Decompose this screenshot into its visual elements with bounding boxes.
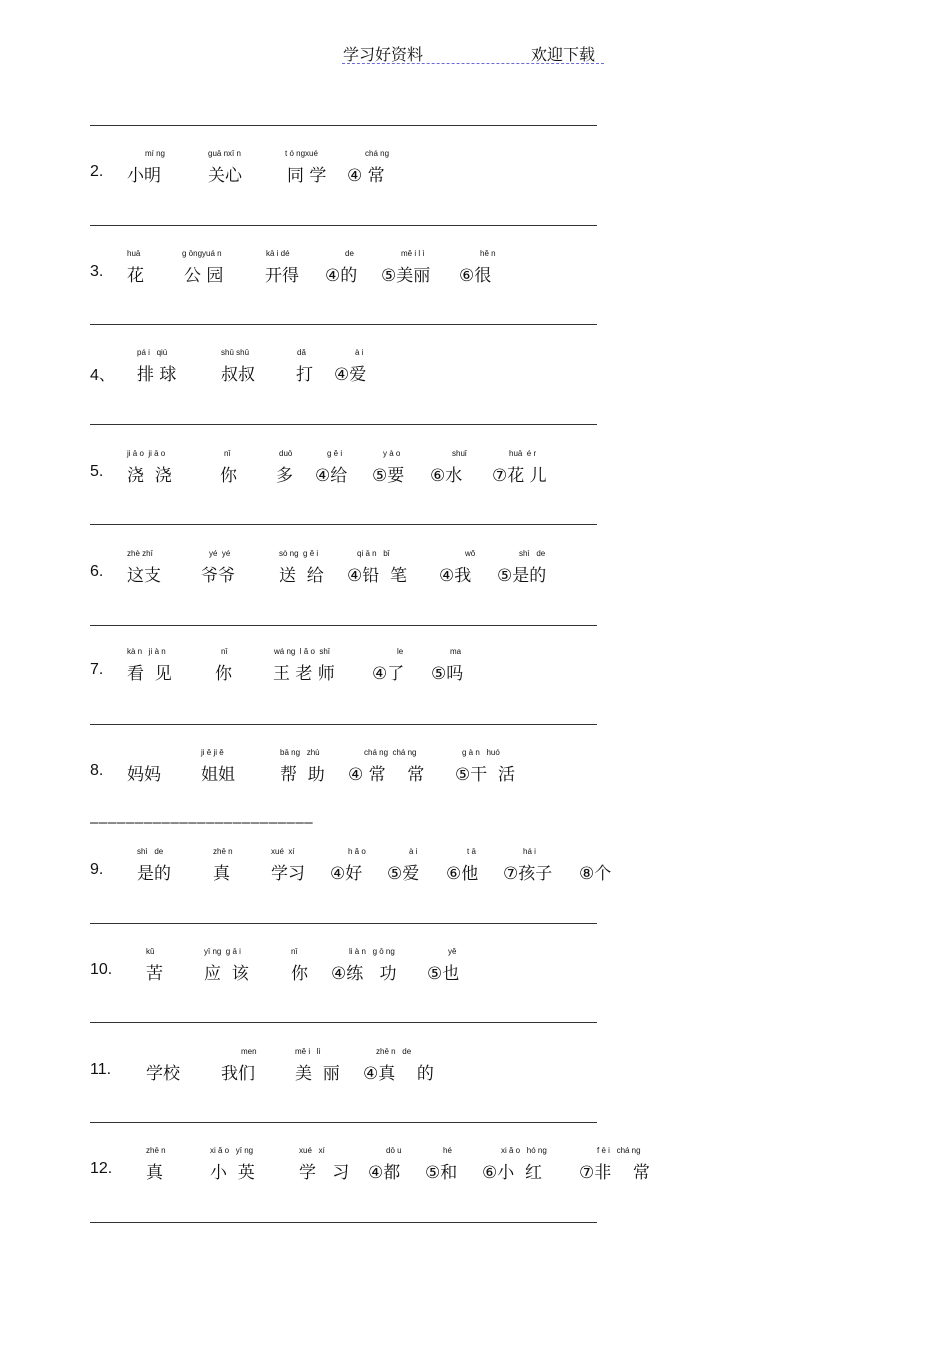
header-right: 欢迎下载 [531,45,596,64]
pinyin-text: yī ng g ā i [204,947,241,956]
word-card: 花 [127,266,144,286]
word-card: 小 英 [210,1163,255,1183]
word-card: 王 老 师 [273,664,335,684]
pinyin-text: kǔ [146,947,155,956]
word-card: ⑥他 [446,864,479,884]
answer-line [90,625,597,626]
header-underline [342,63,604,64]
pinyin-text: f ē i chá ng [597,1146,641,1155]
word-card: ⑤美丽 [381,266,431,286]
word-card: 我们 [221,1064,255,1084]
pinyin-text: wǒ [465,549,476,558]
word-card: 爷爷 [201,566,235,586]
pinyin-text: zhē n [213,847,233,856]
word-card: ④好 [330,864,363,884]
pinyin-text: huā é r [509,449,537,458]
word-card: ④给 [315,466,348,486]
word-card: 是的 [137,864,171,884]
pinyin-text: yé yé [209,549,231,558]
pinyin-text: xué xí [299,1146,325,1155]
word-card: ④铅 笔 [347,566,408,586]
pinyin-text: h ǎ o [348,847,366,856]
pinyin-text: há i [523,847,536,856]
question-number: 2. [90,163,104,180]
word-card: ④真 的 [363,1064,434,1084]
answer-line [90,424,597,425]
word-card: 看 见 [127,664,172,684]
pinyin-text: qi ā n bǐ [357,549,390,558]
pinyin-text: t ó ngxué [285,149,318,158]
pinyin-text: zhè zhī [127,549,153,558]
word-card: 排 球 [137,365,177,385]
pinyin-text: ma [450,647,462,656]
pinyin-text: mí ng [145,149,166,158]
pinyin-text: nǐ [221,647,228,656]
word-card: ④我 [439,566,472,586]
word-card: ⑥很 [459,266,492,286]
question-number: 8. [90,762,104,779]
word-card: 美 丽 [295,1064,340,1084]
pinyin-text: dō u [386,1146,402,1155]
pinyin-text: shuǐ [452,449,467,458]
pinyin-text: hé [443,1146,452,1155]
question-number: 5. [90,463,104,480]
word-card: 妈妈 [127,765,161,785]
word-card: ④爱 [334,365,367,385]
pinyin-text: yě [448,947,457,956]
pinyin-text: sò ng g ě i [279,549,319,558]
pinyin-text: xi ǎ o hó ng [501,1146,547,1155]
answer-line [90,1122,597,1123]
word-card: ④ 常 常 [348,765,425,785]
word-card: ⑧个 [579,864,612,884]
pinyin-text: wá ng l ǎ o shī [274,647,331,656]
pinyin-text: mě i l ì [401,249,425,258]
word-card: 姐姐 [201,765,235,785]
word-card: 真 [146,1163,163,1183]
word-card: 浇 浇 [127,466,172,486]
word-card: ④练 功 [331,964,397,984]
pinyin-text: men [241,1047,257,1056]
answer-line [90,724,597,725]
word-card: 开得 [265,266,299,286]
pinyin-text: shì de [137,847,164,856]
pinyin-text: à i [409,847,418,856]
question-number: 3. [90,263,104,280]
pinyin-text: le [397,647,404,656]
question-number: 9. [90,861,104,878]
word-card: 你 [215,664,232,684]
word-card: ④ 常 [347,166,385,186]
question-number: 11. [90,1061,112,1078]
word-card: 你 [291,964,308,984]
pinyin-text: chá ng [365,149,390,158]
word-card: ⑤要 [372,466,405,486]
word-card: 学 习 [299,1163,350,1183]
word-card: 打 [296,365,313,385]
pinyin-text: ji ě ji ě [201,748,224,757]
pinyin-text: hě n [480,249,496,258]
pinyin-text: duō [279,449,293,458]
word-card: 叔叔 [221,365,255,385]
pinyin-text: g ě i [327,449,343,458]
word-card: ⑥水 [430,466,463,486]
pinyin-text: g à n huó [462,748,500,757]
word-card: ⑦非 常 [579,1163,650,1183]
answer-line [90,524,597,525]
pinyin-text: zhē n de [376,1047,412,1056]
word-card: 你 [220,466,237,486]
word-card: 送 给 [279,566,324,586]
question-number: 7. [90,661,104,678]
pinyin-text: ji ā o ji ā o [127,449,166,458]
word-card: 学校 [146,1064,180,1084]
pinyin-text: dǎ [297,348,306,357]
pinyin-text: à i [355,348,364,357]
word-card: 关心 [208,166,242,186]
word-card: 这支 [127,566,161,586]
word-card: 小明 [127,166,161,186]
word-card: ⑤吗 [431,664,464,684]
word-card: ④都 [368,1163,401,1183]
word-card: ④了 [372,664,405,684]
pinyin-text: nǐ [224,449,231,458]
pinyin-text: de [345,249,354,258]
word-card: 多 [276,466,293,486]
pinyin-text: bā ng zhù [280,748,320,757]
pinyin-text: shū shū [221,348,250,357]
pinyin-text: g ōngyuá n [182,249,222,258]
pinyin-text: chá ng chá ng [364,748,417,757]
header-left: 学习好资料 [343,45,424,64]
word-card: ⑥小 红 [482,1163,543,1183]
pinyin-text: kà n ji à n [127,647,166,656]
question-number: 10. [90,961,113,978]
dashed-answer-line: ————————————————————————— [90,815,314,831]
answer-line [90,923,597,924]
word-card: 同 学 [287,166,327,186]
pinyin-text: kā i dé [266,249,290,258]
answer-line [90,324,597,325]
question-number: 12. [90,1160,113,1177]
pinyin-text: shì de [519,549,546,558]
word-card: 真 [213,864,230,884]
pinyin-text: nǐ [291,947,298,956]
pinyin-text: xi ǎ o yī ng [210,1146,254,1155]
word-card: ⑤爱 [387,864,420,884]
pinyin-text: guā nxī n [208,149,241,158]
answer-line [90,1222,597,1223]
answer-line [90,1022,597,1023]
word-card: ⑦孩子 [503,864,553,884]
word-card: 苦 [146,964,163,984]
word-card: ⑤是的 [497,566,547,586]
question-number: 4、 [90,367,115,384]
pinyin-text: mě i lì [295,1047,321,1056]
pinyin-text: pá i qiú [137,348,168,357]
word-card: ④的 [325,266,358,286]
answer-line [90,225,597,226]
pinyin-text: t ā [467,847,476,856]
word-card: ⑤和 [425,1163,458,1183]
pinyin-text: xué xí [271,847,295,856]
word-card: ⑦花 儿 [492,466,547,486]
question-number: 6. [90,563,104,580]
word-card: 公 园 [184,266,224,286]
pinyin-text: zhē n [146,1146,166,1155]
word-card: 应 该 [204,964,249,984]
pinyin-text: huā [127,249,141,258]
word-card: 学习 [271,864,305,884]
word-card: ⑤也 [427,964,460,984]
word-card: 帮 助 [280,765,325,785]
answer-line [90,125,597,126]
pinyin-text: li à n g ō ng [349,947,395,956]
pinyin-text: y à o [383,449,401,458]
word-card: ⑤干 活 [455,765,516,785]
